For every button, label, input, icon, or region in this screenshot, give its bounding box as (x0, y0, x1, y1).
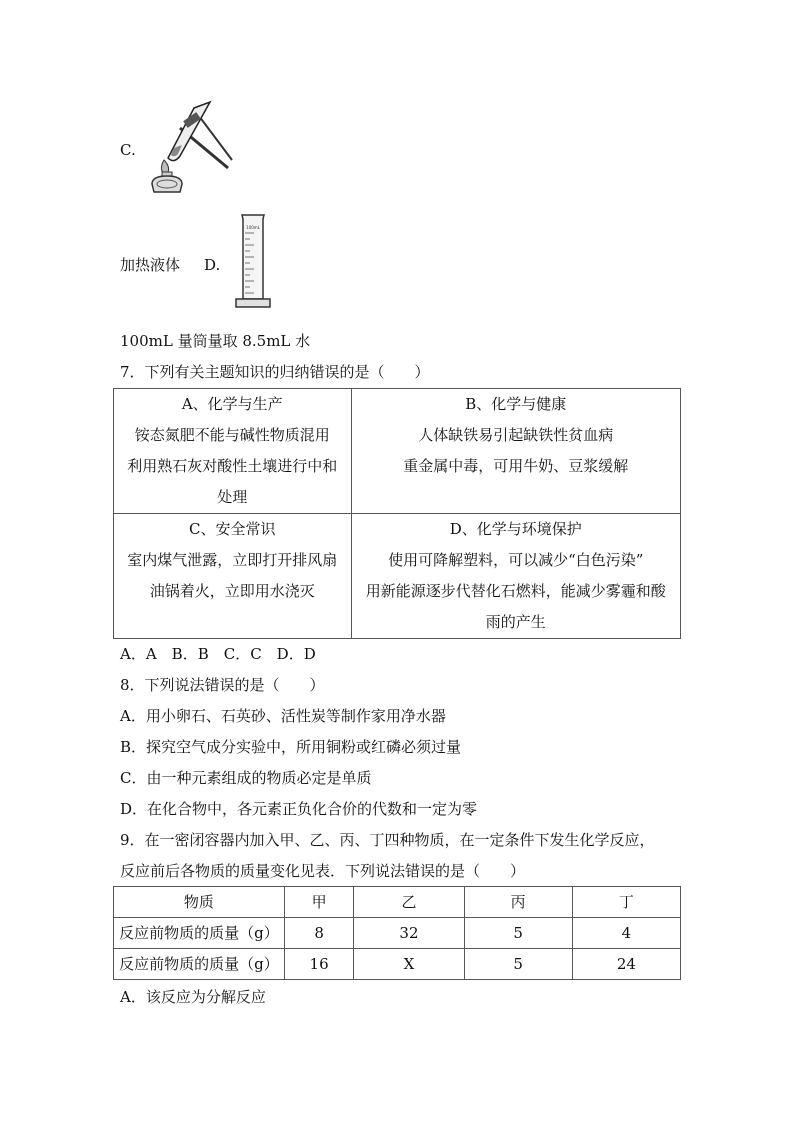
heating-liquid-apparatus-drawing (150, 98, 242, 196)
q9-stem-line1: 9．在一密闭容器内加入甲、乙、丙、丁四种物质，在一定条件下发生化学反应， (120, 831, 655, 849)
q7-stem: 7．下列有关主题知识的归纳错误的是（ ） (120, 363, 430, 381)
q9-header-cell: 丙 (464, 887, 572, 918)
q7-cell-b (351, 389, 680, 514)
q9-cell: 16 (284, 949, 354, 980)
q7-cell-b-title: B、化学与健康 (465, 395, 567, 413)
q9-header-cell: 甲 (284, 887, 354, 918)
q7-cell-a-line: 铵态氮肥不能与碱性物质混用 (134, 426, 330, 444)
q8-option-b: B．探究空气成分实验中，所用铜粉或红磷必须过量 (120, 738, 462, 756)
q8-option-d: D．在化合物中，各元素正负化合价的代数和一定为零 (120, 800, 478, 818)
q9-option-a: A．该反应为分解反应 (120, 988, 266, 1006)
graduated-cylinder-image (232, 213, 274, 310)
q9-table (113, 886, 681, 980)
q7-cell-c-line: 室内煤气泄露，立即打开排风扇 (127, 551, 338, 569)
q7-cell-a-line: 利用熟石灰对酸性土壤进行中和 (127, 457, 338, 475)
option-c-label: C. (120, 141, 136, 159)
q9-stem-line2: 反应前后各物质的质量变化见表．下列说法错误的是（ ） (120, 862, 526, 880)
q9-header-cell: 物质 (114, 887, 285, 918)
cylinder-scale-mark: 100mL (246, 225, 260, 230)
q7-cell-d-title: D、化学与环境保护 (449, 520, 582, 538)
q9-cell: X (354, 949, 464, 980)
q9-cell: 32 (354, 918, 464, 949)
q9-cell: 8 (284, 918, 354, 949)
q9-cell: 5 (464, 918, 572, 949)
q7-cell-a (114, 389, 352, 514)
q7-cell-a-title: A、化学与生产 (181, 395, 283, 413)
q7-options: A．A B．B C．C D．D (120, 645, 316, 663)
q9-cell: 24 (572, 949, 680, 980)
graduated-cylinder-drawing (232, 213, 274, 310)
q7-cell-c (114, 514, 352, 639)
q7-cell-b-line: 人体缺铁易引起缺铁性贫血病 (418, 426, 614, 444)
q8-option-a: A．用小卵石、石英砂、活性炭等制作家用净水器 (120, 707, 446, 725)
q7-table (113, 388, 681, 639)
q7-cell-d-line: 用新能源逐步代替化石燃料，能减少雾霾和酸 (365, 582, 666, 600)
q7-cell-a-line: 处理 (217, 488, 248, 506)
q7-cell-d-line: 使用可降解塑料，可以减少“白色污染” (388, 551, 644, 569)
heating-liquid-apparatus-image (150, 98, 242, 196)
q9-row-label: 反应前物质的质量（g） (114, 949, 285, 980)
q9-header-cell: 乙 (354, 887, 464, 918)
q9-cell: 4 (572, 918, 680, 949)
q7-cell-d (351, 514, 680, 639)
option-d-caption: 100mL 量筒量取 8.5mL 水 (120, 332, 311, 350)
q7-cell-b-line: 重金属中毒，可用牛奶、豆浆缓解 (403, 457, 629, 475)
q7-cell-c-line: 油锅着火，立即用水浇灭 (149, 582, 315, 600)
q7-cell-d-line: 雨的产生 (485, 613, 546, 631)
q7-cell-c-title: C、安全常识 (189, 520, 276, 538)
q8-stem: 8．下列说法错误的是（ ） (120, 676, 325, 694)
option-d-label: D. (204, 256, 221, 274)
q9-row-label: 反应前物质的质量（g） (114, 918, 285, 949)
q9-header-cell: 丁 (572, 887, 680, 918)
option-c-caption: 加热液体 (120, 256, 181, 274)
q9-cell: 5 (464, 949, 572, 980)
q8-option-c: C．由一种元素组成的物质必定是单质 (120, 769, 372, 787)
